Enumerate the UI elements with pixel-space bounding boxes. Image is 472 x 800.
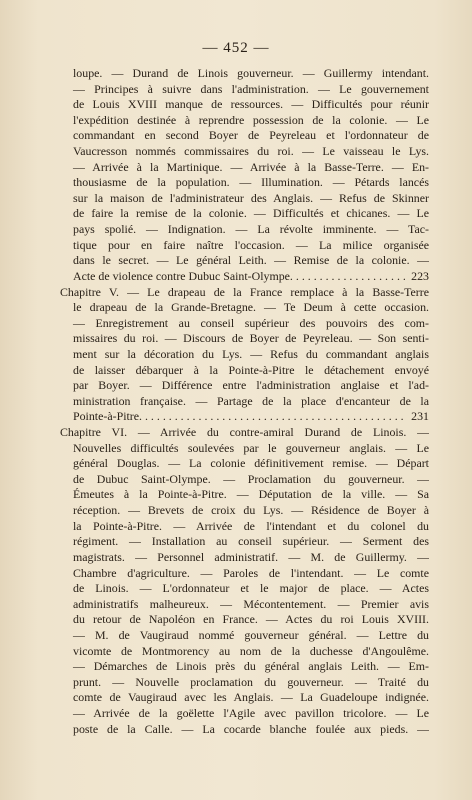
toc-line xyxy=(60,659,429,675)
toc-line-text: sur la maison de l'administrateur des Anglais. — Refus de Skinner xyxy=(73,190,429,205)
toc-line-text: de Louis XVIII manque de ressources. — Difficultés pour réunir xyxy=(73,97,429,112)
toc-line xyxy=(60,503,429,519)
toc-line xyxy=(60,316,429,332)
toc-line xyxy=(60,191,429,207)
toc-line xyxy=(60,628,429,644)
toc-line-text: comte de Vaugiraud avec les Anglais. — La Guadeloupe indignée. xyxy=(73,690,429,705)
toc-line xyxy=(60,253,429,269)
toc-line-text: pays spolié. — Indignation. — La révolte imminente. — Tac- xyxy=(73,222,429,237)
toc-line xyxy=(60,175,429,191)
toc-line xyxy=(60,675,429,691)
toc-line xyxy=(60,238,429,254)
toc-line-text: Vaucresson nommés commissaires du roi. — Le vaisseau le Lys. xyxy=(73,144,429,159)
toc-line xyxy=(60,285,429,301)
toc-line-text: Pointe-à-Pitre. . . . xyxy=(73,409,405,425)
toc-line xyxy=(60,487,429,503)
toc-line-text: — M. de Vaugiraud nommé gouverneur général. — Lettre du xyxy=(73,627,429,642)
toc-line xyxy=(60,550,429,566)
toc-line xyxy=(60,82,429,98)
toc-line xyxy=(60,690,429,706)
toc-line-text: Chambre d'agriculture. — Paroles de l'intendant. — Le comte xyxy=(73,565,429,580)
toc-line xyxy=(60,97,429,113)
toc-line-text: le drapeau de la Grande-Bretagne. — Te Deum à cette occasion. xyxy=(73,300,429,315)
toc-line xyxy=(60,644,429,660)
toc-line xyxy=(60,113,429,129)
toc-line-text: — Arrivée de la goëlette l'Agile avec pavillon tricolore. — Le xyxy=(73,705,429,720)
toc-line-text: de Linois. — L'ordonnateur et le major de place. — Actes xyxy=(73,581,429,596)
toc-line-text: régiment. — Installation au conseil supérieur. — Serment des xyxy=(73,534,429,549)
toc-line-text: général Douglas. — La colonie définitivement remise. — Départ xyxy=(73,456,429,471)
toc-line-text: dans le secret. — Le général Leith. — Remise de la colonie. — xyxy=(73,253,429,268)
toc-line-text: prunt. — Nouvelle proclamation du gouverneur. — Traité du xyxy=(73,674,429,689)
table-of-contents xyxy=(60,66,429,737)
toc-line-text: — Démarches de Linois près du général anglais Leith. — Em- xyxy=(73,659,429,674)
toc-line-text: commandant en second Boyer de Peyreleau et l'ordonnateur de xyxy=(73,128,429,143)
toc-line-text: par Boyer. — Différence entre l'administration anglaise et l'ad- xyxy=(73,378,429,393)
toc-line xyxy=(60,378,429,394)
toc-line xyxy=(60,331,429,347)
toc-line xyxy=(60,612,429,628)
toc-line xyxy=(60,441,429,457)
toc-line-text: de laisser débarquer à la Pointe-à-Pitre le détachement envoyé xyxy=(73,362,429,377)
toc-line xyxy=(60,128,429,144)
toc-line-text: — Arrivée à la Martinique. — Arrivée à la Basse-Terre. — En- xyxy=(73,159,429,174)
toc-line-text: Chapitre V. — Le drapeau de la France remplace à la Basse-Terre xyxy=(60,284,429,299)
toc-line xyxy=(60,409,429,425)
toc-line xyxy=(60,144,429,160)
toc-line-text: la Pointe-à-Pitre. — Arrivée de l'intendant et du colonel du xyxy=(73,518,429,533)
toc-line-text: Émeutes à la Pointe-à-Pitre. — Députation de la ville. — Sa xyxy=(73,487,429,502)
toc-line xyxy=(60,160,429,176)
toc-line xyxy=(60,269,429,285)
toc-line-text: thousiasme de la population. — Illumination. — Pétards lancés xyxy=(73,175,429,190)
toc-line-text: — Enregistrement au conseil supérieur des pouvoirs des com- xyxy=(73,315,429,330)
toc-line xyxy=(60,722,429,738)
toc-line-text: tique pour en faire naître l'occasion. — La milice organisée xyxy=(73,237,429,252)
toc-line-text: réception. — Brevets de croix du Lys. — Résidence de Boyer à xyxy=(73,503,429,518)
toc-line-text: Chapitre VI. — Arrivée du contre-amiral Durand de Linois. — xyxy=(60,425,429,440)
toc-line xyxy=(60,566,429,582)
toc-line xyxy=(60,425,429,441)
toc-line xyxy=(60,363,429,379)
toc-line-text: ministration française. — Partage de la place d'encanteur de la xyxy=(73,393,429,408)
toc-line-text: de faire la remise de la colonie. — Difficultés et chicanes. — Le xyxy=(73,206,429,221)
toc-line-text: loupe. — Durand de Linois gouverneur. — Guillermy intendant. xyxy=(73,66,429,80)
toc-line-text: du retour de Napoléon en France. — Actes du roi Louis XVIII. xyxy=(73,612,429,627)
toc-page-ref: 223 xyxy=(411,268,429,283)
toc-line-text: vicomte de Montmorency au nom de la duchesse d'Angoulême. xyxy=(73,643,429,658)
toc-line-text: — Principes à suivre dans l'administration. — Le gouvernement xyxy=(73,81,429,96)
toc-line xyxy=(60,597,429,613)
toc-line xyxy=(60,706,429,722)
toc-line xyxy=(60,519,429,535)
toc-line xyxy=(60,206,429,222)
toc-line xyxy=(60,472,429,488)
toc-line-text: administratifs malheureux. — Mécontentement. — Premier avis xyxy=(73,596,429,611)
toc-line-text: Nouvelles difficultés soulevées par le gouverneur anglais. — Le xyxy=(73,440,429,455)
toc-line xyxy=(60,456,429,472)
toc-line xyxy=(60,347,429,363)
toc-line xyxy=(60,534,429,550)
toc-line-text: poste de la Calle. — La cocarde blanche foulée aux pieds. — xyxy=(73,721,429,736)
page-number: — 452 — xyxy=(202,40,270,56)
toc-page-ref: 231 xyxy=(411,409,429,424)
toc-line-text: Acte de violence contre Dubuc Saint-Olympe. . . . xyxy=(73,269,405,285)
toc-line xyxy=(60,300,429,316)
toc-line-text: l'expédition destinée à reprendre possession de la colonie. — Le xyxy=(73,112,429,127)
toc-line-text: missaires du roi. — Discours de Boyer de Peyreleau. — Son senti- xyxy=(73,331,429,346)
toc-line xyxy=(60,394,429,410)
toc-line-text: de Dubuc Saint-Olympe. — Proclamation du gouverneur. — xyxy=(73,471,429,486)
toc-line-text: ment sur la décoration du Lys. — Refus du commandant anglais xyxy=(73,346,429,361)
toc-line xyxy=(60,581,429,597)
toc-line xyxy=(60,66,429,82)
toc-line-text: magistrats. — Personnel administratif. — M. de Guillermy. — xyxy=(73,549,429,564)
toc-line xyxy=(60,222,429,238)
